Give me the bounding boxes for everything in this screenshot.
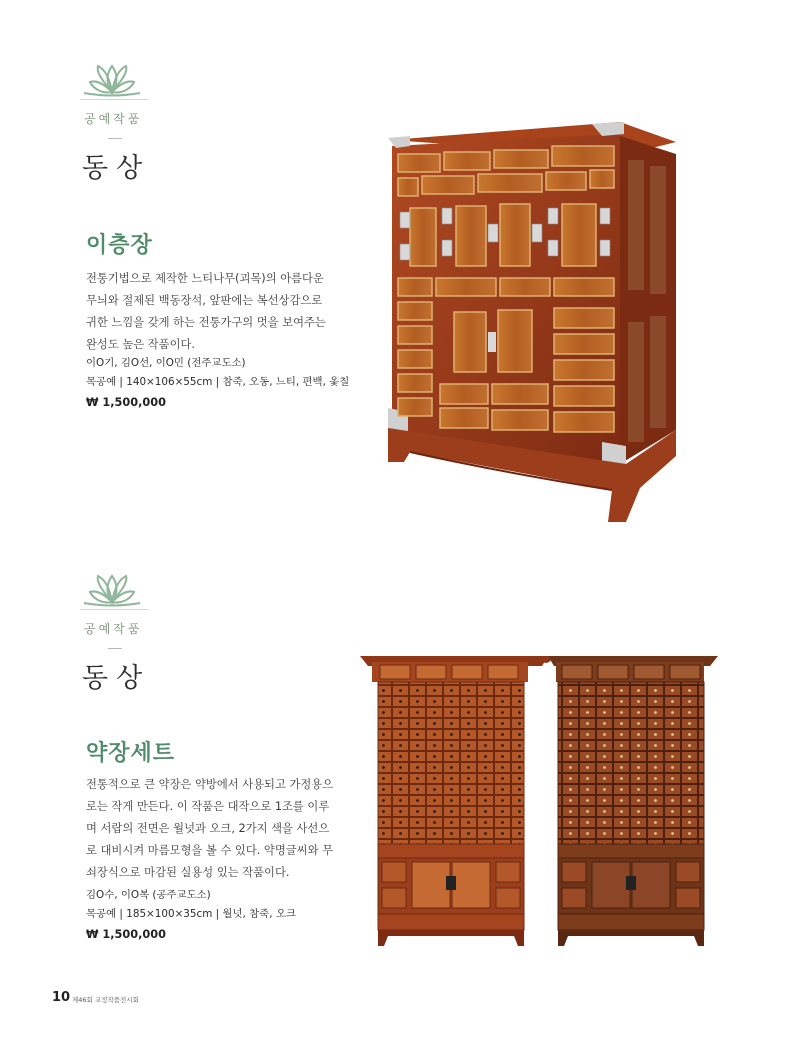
header-divider xyxy=(80,609,148,610)
price: ₩ 1,500,000 xyxy=(86,928,166,941)
description-line: 로는 작게 만든다. 이 작품은 대작으로 1조를 이루 xyxy=(86,800,330,813)
footer-text: 제46회 교정작품전시회 xyxy=(72,996,139,1004)
description-line: 쇠장식으로 마감된 실용성 있는 작품이다. xyxy=(86,866,290,879)
lotus-ornament-icon xyxy=(82,60,142,98)
award-title: 동상 xyxy=(82,663,151,694)
description-line: 귀한 느낌을 갖게 하는 전통가구의 멋을 보여주는 xyxy=(86,316,326,329)
page-number: 10 xyxy=(52,990,71,1005)
artists-line: 김O수, 이O복 (공주교도소) xyxy=(86,889,211,901)
work-title: 약장세트 xyxy=(86,741,176,766)
work-description xyxy=(86,774,351,884)
description-line: 무늬와 절제된 백동장석, 앞판에는 복선상감으로 xyxy=(86,294,323,307)
category-label: 공예작품 xyxy=(84,112,143,126)
specs-line: 목공예 | 185×100×35cm | 월넛, 참죽, 오크 xyxy=(86,908,296,920)
short-divider xyxy=(108,648,122,649)
description-line: 전통기법으로 제작한 느티나무(괴목)의 아름다운 xyxy=(86,272,324,285)
category-label: 공예작품 xyxy=(84,622,143,636)
medicine-cabinet-set-image xyxy=(358,652,720,952)
description-line: 완성도 높은 작품이다. xyxy=(86,338,195,351)
work-title: 이층장 xyxy=(86,233,153,258)
price: ₩ 1,500,000 xyxy=(86,396,166,409)
two-tier-chest-image xyxy=(380,112,680,532)
description-line: 며 서랍의 전면은 월넛과 오크, 2가지 색을 사선으 xyxy=(86,822,330,835)
award-title: 동상 xyxy=(82,153,151,184)
short-divider xyxy=(108,138,122,139)
header-divider xyxy=(80,99,148,100)
description-line: 로 대비시켜 마름모형을 볼 수 있다. 약명글씨와 무 xyxy=(86,844,333,857)
artists-line: 이O기, 김O선, 이O민 (전주교도소) xyxy=(86,357,246,369)
lotus-ornament-icon xyxy=(82,570,142,608)
specs-line: 목공예 | 140×106×55cm | 참죽, 오동, 느티, 편백, 옻칠 xyxy=(86,376,350,388)
work-description xyxy=(86,268,351,356)
description-line: 전통적으로 큰 약장은 약방에서 사용되고 가정용으 xyxy=(86,778,334,791)
